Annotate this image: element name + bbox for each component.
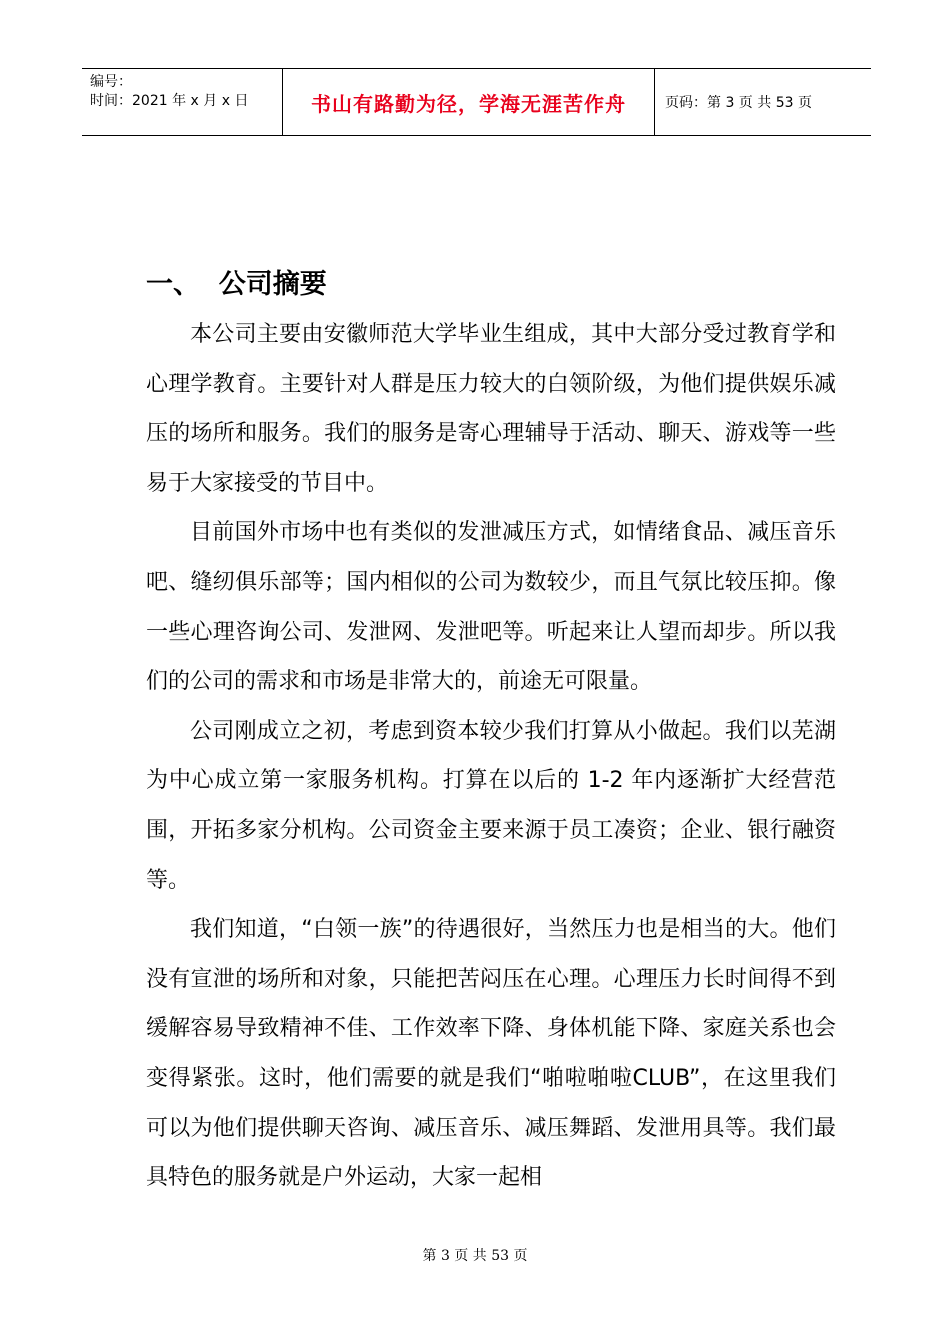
header-motto: 书山有路勤为径，学海无涯苦作舟 [282,69,655,135]
paragraph: 本公司主要由安徽师范大学毕业生组成，其中大部分受过教育学和心理学教育。主要针对人群是压力较大的白领阶级，为他们提供娱乐减压的场所和服务。我们的服务是寄心理辅导于活动、聊天、游戏等一些易于大家接受的节目中。 [146,322,836,496]
page-footer: 第 3 页 共 53 页 [422,1248,528,1264]
paragraph: 我们知道，“白领一族”的待遇很好，当然压力也是相当的大。他们没有宣泄的场所和对象，只能把苦闷压在心理。心理压力长时间得不到缓解容易导致精神不佳、工作效率下降、身体机能下降、家庭关系也会变得紧张。这时，他们需要的就是我们“啪啦啪啦CLUB”，在这里我们可以为他们提供聊天咨询、减压音乐、减压舞蹈、发泄用具等。我们最具特色的服务就是户外运动，大家一起相 [146,917,836,1191]
document-number-label: 编号： [90,74,132,90]
section-body [146,310,836,1203]
document-time-label: 时间：2021 年 x 月 x 日 [90,93,249,109]
document-header [82,68,871,136]
header-page-info: 页码：第 3 页 共 53 页 [665,95,812,111]
paragraph: 公司刚成立之初，考虑到资本较少我们打算从小做起。我们以芜湖为中心成立第一家服务机构。打算在以后的 1-2 年内逐渐扩大经营范围，开拓多家分机构。公司资金主要来源于员工凑资；企业、银行融资等。 [146,718,836,893]
paragraph: 目前国外市场中也有类似的发泄减压方式，如情绪食品、减压音乐吧、缝纫俱乐部等；国内相似的公司为数较少，而且气氛比较压抑。像一些心理咨询公司、发泄网、发泄吧等。听起来让人望而却步。所以我们的公司的需求和市场是非常大的，前途无可限量。 [146,520,836,695]
header-meta [82,69,282,135]
section-heading: 一、 公司摘要 [146,269,327,300]
